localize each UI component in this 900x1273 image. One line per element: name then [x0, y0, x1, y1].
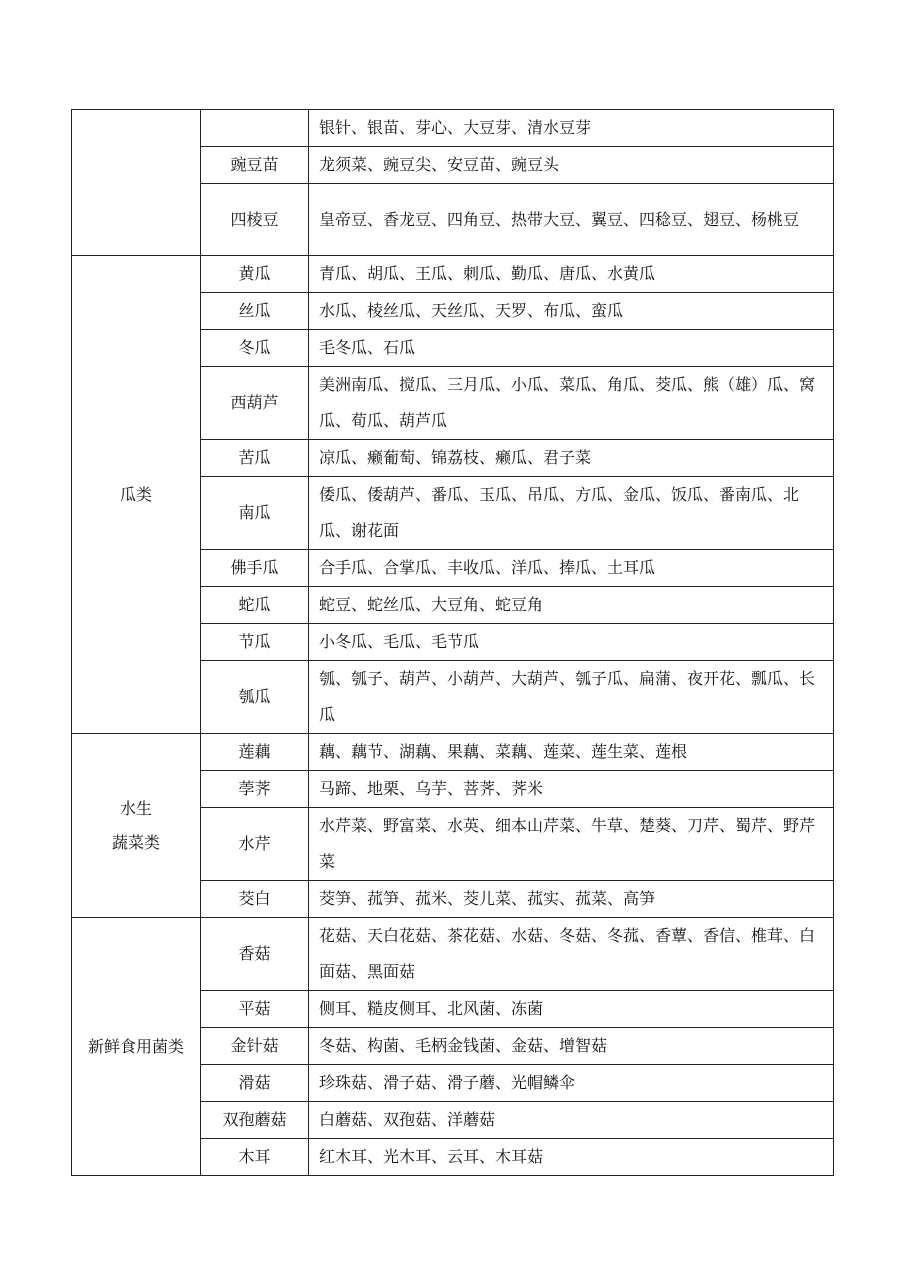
vegetable-aliases: 花菇、天白花菇、茶花菇、水菇、冬菇、冬菰、香蕈、香信、椎茸、白面菇、黑面菇 [309, 918, 834, 991]
vegetable-name: 莲藕 [201, 734, 309, 771]
category-jun: 新鲜食用菌类 [72, 918, 201, 1176]
vegetable-aliases: 侧耳、糙皮侧耳、北风菌、冻菌 [309, 991, 834, 1028]
table-row [72, 734, 834, 771]
category-cell-continued [72, 110, 201, 256]
vegetable-aliases: 水芹菜、野富菜、水英、细本山芹菜、牛草、楚葵、刀芹、蜀芹、野芹菜 [309, 808, 834, 881]
vegetable-name: 黄瓜 [201, 256, 309, 293]
table-row [72, 256, 834, 293]
vegetable-name: 香菇 [201, 918, 309, 991]
vegetable-aliases: 藕、藕节、湖藕、果藕、菜藕、莲菜、莲生菜、莲根 [309, 734, 834, 771]
vegetable-name: 双孢蘑菇 [201, 1102, 309, 1139]
vegetable-name: 佛手瓜 [201, 550, 309, 587]
vegetable-aliases: 红木耳、光木耳、云耳、木耳菇 [309, 1139, 834, 1176]
category-shuisheng-line1: 水生 [119, 798, 152, 818]
vegetable-name: 瓠瓜 [201, 661, 309, 734]
vegetable-aliases: 蛇豆、蛇丝瓜、大豆角、蛇豆角 [309, 587, 834, 624]
vegetable-name: 四棱豆 [201, 184, 309, 256]
vegetable-aliases: 倭瓜、倭葫芦、番瓜、玉瓜、吊瓜、方瓜、金瓜、饭瓜、番南瓜、北瓜、谢花面 [309, 477, 834, 550]
vegetable-name: 木耳 [201, 1139, 309, 1176]
vegetable-name: 丝瓜 [201, 293, 309, 330]
vegetable-name: 苦瓜 [201, 440, 309, 477]
vegetable-name: 南瓜 [201, 477, 309, 550]
vegetable-name: 豌豆苗 [201, 147, 309, 184]
vegetable-name: 西葫芦 [201, 367, 309, 440]
vegetable-aliases: 皇帝豆、香龙豆、四角豆、热带大豆、翼豆、四稔豆、翅豆、杨桃豆 [309, 184, 834, 256]
vegetable-name: 水芹 [201, 808, 309, 881]
table-row [72, 918, 834, 991]
vegetable-aliases: 珍珠菇、滑子菇、滑子蘑、光帽鳞伞 [309, 1065, 834, 1102]
vegetable-aliases: 青瓜、胡瓜、王瓜、刺瓜、勤瓜、唐瓜、水黄瓜 [309, 256, 834, 293]
vegetable-name: 蛇瓜 [201, 587, 309, 624]
vegetable-aliases: 白蘑菇、双孢菇、洋蘑菇 [309, 1102, 834, 1139]
vegetable-aliases: 茭笋、菰笋、菰米、茭儿菜、菰实、菰菜、高笋 [309, 881, 834, 918]
vegetable-name: 节瓜 [201, 624, 309, 661]
vegetable-aliases: 毛冬瓜、石瓜 [309, 330, 834, 367]
vegetable-aliases: 冬菇、构菌、毛柄金钱菌、金菇、增智菇 [309, 1028, 834, 1065]
vegetable-aliases: 合手瓜、合掌瓜、丰收瓜、洋瓜、捧瓜、土耳瓜 [309, 550, 834, 587]
category-gua: 瓜类 [72, 256, 201, 734]
vegetable-aliases: 美洲南瓜、搅瓜、三月瓜、小瓜、菜瓜、角瓜、茭瓜、熊（雄）瓜、窝瓜、荀瓜、葫芦瓜 [309, 367, 834, 440]
vegetable-name: 冬瓜 [201, 330, 309, 367]
vegetable-name: 茭白 [201, 881, 309, 918]
vegetable-aliases: 龙须菜、豌豆尖、安豆苗、豌豆头 [309, 147, 834, 184]
vegetable-name [201, 110, 309, 147]
vegetable-name: 金针菇 [201, 1028, 309, 1065]
vegetable-aliases: 小冬瓜、毛瓜、毛节瓜 [309, 624, 834, 661]
category-shuisheng-line2: 蔬菜类 [111, 832, 160, 852]
table-row [72, 110, 834, 147]
vegetable-name: 荸荠 [201, 771, 309, 808]
category-shuisheng [72, 734, 201, 918]
vegetable-name: 滑菇 [201, 1065, 309, 1102]
vegetable-aliases: 马蹄、地栗、乌芋、菩荠、荠米 [309, 771, 834, 808]
vegetable-alias-table [71, 109, 834, 1176]
vegetable-name: 平菇 [201, 991, 309, 1028]
vegetable-aliases: 凉瓜、癞葡萄、锦荔枝、癞瓜、君子菜 [309, 440, 834, 477]
vegetable-aliases: 水瓜、棱丝瓜、天丝瓜、天罗、布瓜、蛮瓜 [309, 293, 834, 330]
vegetable-aliases: 银针、银苗、芽心、大豆芽、清水豆芽 [309, 110, 834, 147]
vegetable-aliases: 瓠、瓠子、葫芦、小葫芦、大葫芦、瓠子瓜、扁蒲、夜开花、瓢瓜、长瓜 [309, 661, 834, 734]
